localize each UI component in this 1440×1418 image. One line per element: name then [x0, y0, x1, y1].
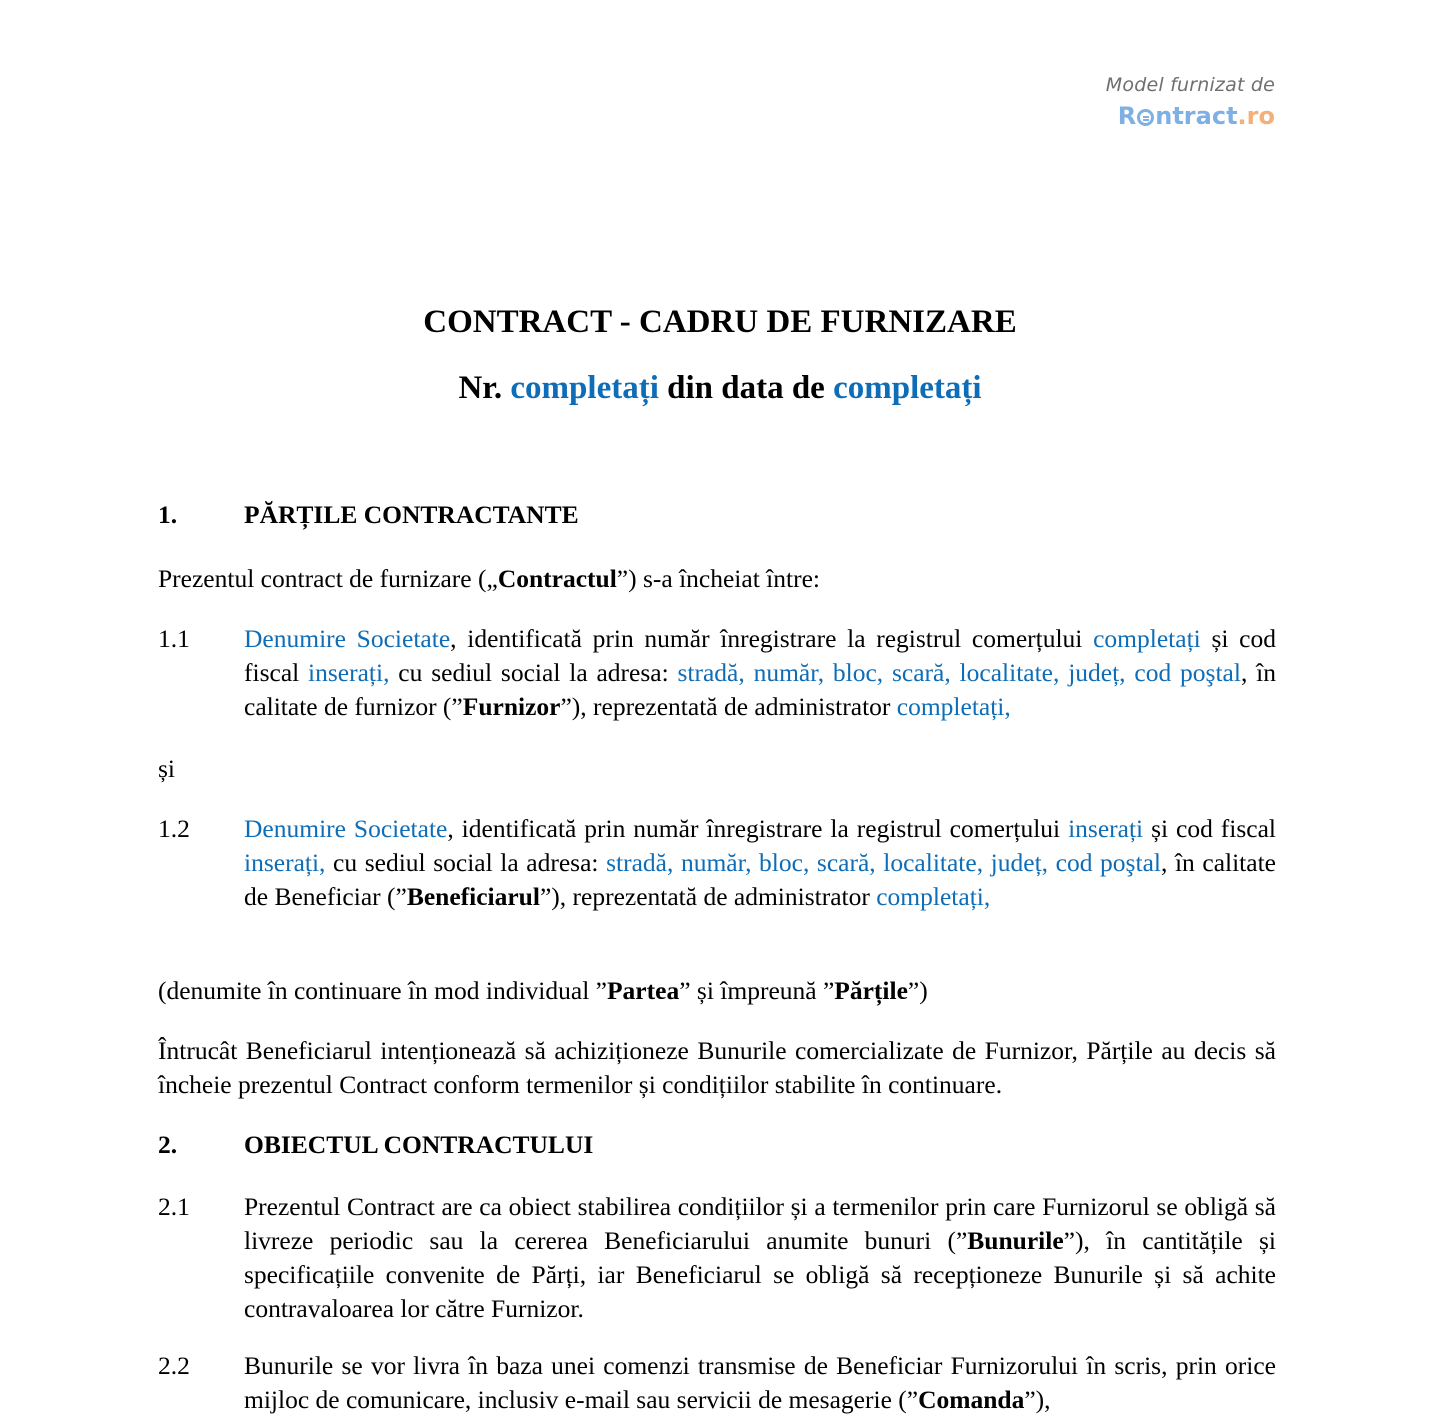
clause-number: 2.2 [158, 1351, 190, 1380]
rontract-logo [1106, 102, 1275, 130]
clause-text [244, 812, 1276, 914]
contract-intro-paragraph [158, 562, 1276, 596]
defined-term: Furnizor [462, 692, 561, 721]
whereas-paragraph: Întrucât Beneficiarul intenționează să achiziționeze Bunurile comercializate de Furnizor, Părțile au decis să încheie prezentul Contract conform termenilor și condițiilor stabilite în continuare. [158, 1036, 1276, 1099]
defined-term: Contractul [497, 564, 617, 593]
defined-term: Părțile [834, 976, 908, 1005]
logo-document-icon [1137, 109, 1154, 126]
clause-number: 2.1 [158, 1192, 190, 1221]
defined-term: Bunurile [967, 1226, 1064, 1255]
registry-number-placeholder: completați [1093, 624, 1201, 653]
clause-text-run: Bunurile se vor livra în baza unei comenzi transmise de Beneficiar Furnizorului în scris, prin orice mijloc de comunicare, inclusiv e-mail sau servicii de mesagerie (” [244, 1351, 1276, 1414]
branding-tagline: Model furnizat de [1105, 74, 1275, 96]
clause-1-2 [158, 812, 1276, 914]
address-placeholder: stradă, număr, bloc, scară, localitate, județ, cod poştal [606, 848, 1161, 877]
defined-term: Comanda [918, 1385, 1025, 1414]
logo-text: ntract [1155, 102, 1238, 130]
section-number: 1. [158, 500, 178, 529]
note-text: (denumite în continuare în mod individual ” [158, 976, 607, 1005]
address-placeholder: stradă, număr, bloc, scară, localitate, județ, cod poştal [677, 658, 1241, 687]
provider-branding [1106, 74, 1275, 130]
clause-2-1 [158, 1190, 1276, 1326]
clause-2-2 [158, 1349, 1276, 1417]
logo-tld: .ro [1237, 102, 1275, 130]
section-title: PĂRȚILE CONTRACTANTE [244, 500, 579, 529]
note-text: ”) [907, 976, 928, 1005]
document-title: CONTRACT - CADRU DE FURNIZARE [423, 304, 1017, 340]
company-name-placeholder: Denumire Societate [244, 814, 448, 843]
clause-text-run: Prezentul Contract are ca obiect stabilirea condițiilor și a termenilor prin care Furnizorul se obligă să livreze periodic sau la cererea Beneficiarului anumite bunuri (” [244, 1192, 1276, 1255]
administrator-placeholder: completați, [896, 692, 1011, 721]
defined-term: Beneficiarul [406, 882, 540, 911]
intro-text: ”) s-a încheiat între: [616, 564, 820, 593]
registry-number-placeholder: inserați [1068, 814, 1144, 843]
defined-term: Partea [606, 976, 680, 1005]
clause-text-run: , identificată prin număr înregistrare la registrul comerțului [447, 814, 1069, 843]
logo-letter-r: R [1117, 102, 1137, 130]
clause-number: 1.1 [158, 624, 190, 653]
section-title: OBIECTUL CONTRACTULUI [244, 1130, 594, 1159]
clause-text-run: și cod fiscal [1143, 814, 1276, 843]
section-number: 2. [158, 1130, 178, 1159]
subtitle-date-label: din data de [667, 370, 825, 406]
clause-text-run: ”), în cantitățile și specificațiile convenite de Părți, iar Beneficiarul se obligă să recepționeze Bunurile și să achite contravaloarea lor către Furnizor. [244, 1226, 1276, 1323]
section-heading-1 [158, 500, 579, 530]
clause-text-run: cu sediul social la adresa: [389, 658, 678, 687]
document-subtitle [0, 370, 1440, 407]
company-name-placeholder: Denumire Societate [244, 624, 451, 653]
parties-definition-note [158, 974, 1276, 1008]
clause-text-run: și cod fiscal [244, 624, 1277, 687]
clause-1-1 [158, 622, 1276, 724]
clause-text [244, 622, 1276, 724]
fiscal-code-placeholder: inserați, [244, 848, 326, 877]
subtitle-nr-label: Nr. [458, 370, 503, 406]
note-text: ” și împreună ” [679, 976, 835, 1005]
clause-text-run: , identificată prin număr înregistrare la registrul comerțului [450, 624, 1094, 653]
clause-text [244, 1349, 1276, 1417]
clause-text-run: ”), reprezentată de administrator [560, 692, 897, 721]
conjunction-text: și [158, 754, 176, 783]
intro-text: Prezentul contract de furnizare („ [158, 564, 498, 593]
clause-text-run: , în calitate de Beneficiar (” [244, 848, 1276, 911]
clause-text-run: cu sediul social la adresa: [325, 848, 607, 877]
clause-text [244, 1190, 1276, 1326]
clause-number: 1.2 [158, 814, 190, 843]
contract-date-placeholder: completați [833, 370, 982, 406]
clause-text-run: ”), reprezentată de administrator [539, 882, 877, 911]
administrator-placeholder: completați, [876, 882, 991, 911]
section-heading-2 [158, 1130, 593, 1160]
clause-text-run: ”), [1024, 1385, 1051, 1414]
clause-text-run: , în calitate de furnizor (” [244, 658, 1276, 721]
contract-number-placeholder: completați [510, 370, 659, 406]
fiscal-code-placeholder: inserați, [308, 658, 390, 687]
